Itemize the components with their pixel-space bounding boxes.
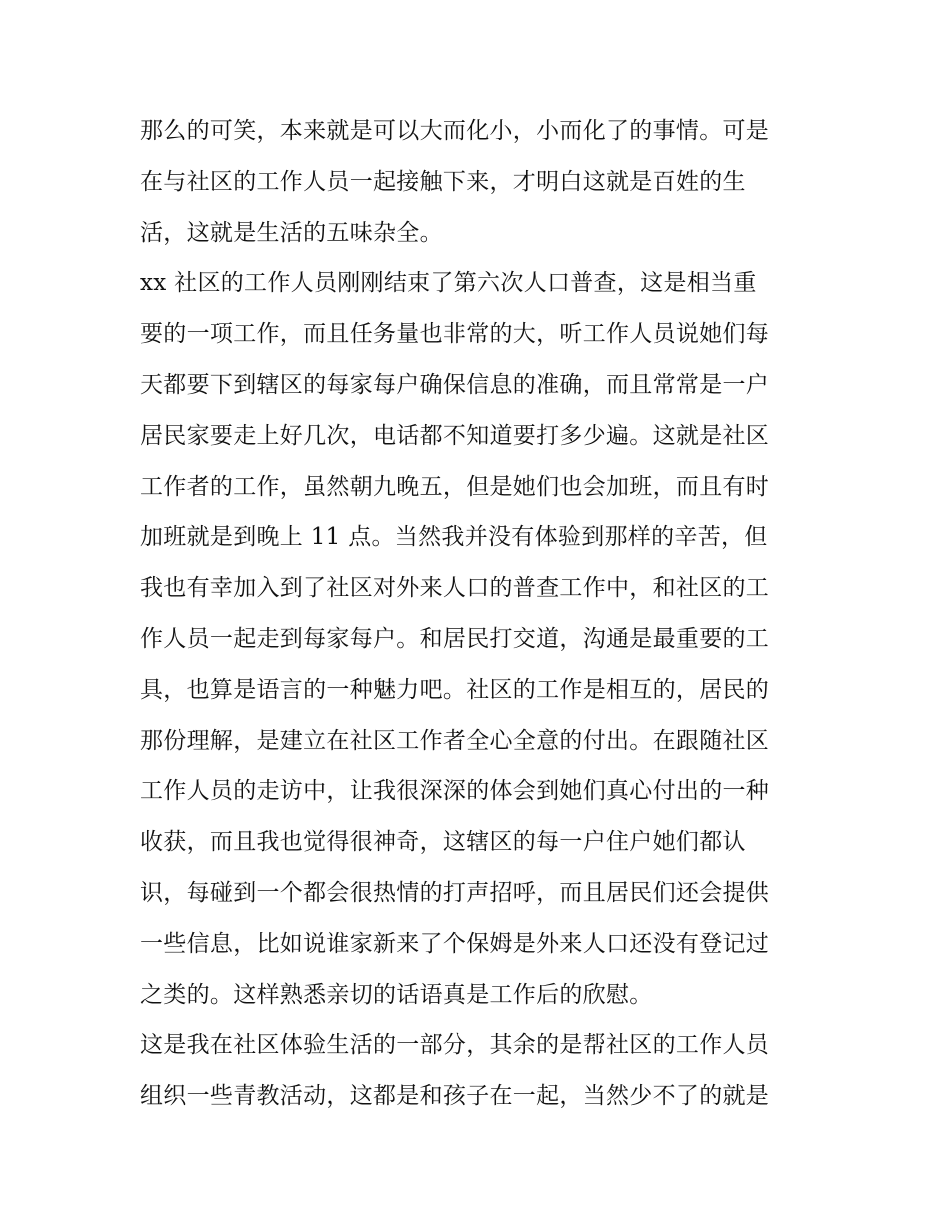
text-line: 组织一些青教活动，这都是和孩子在一起，当然少不了的就是 [140,1083,770,1110]
text-line: 居民家要走上好几次，电话都不知道要打多少遍。这就是社区 [140,422,770,449]
text-line: 识，每碰到一个都会很热情的打声招呼，而且居民们还会提供 [140,879,770,906]
text-line: 要的一项工作，而且任务量也非常的大，听工作人员说她们每 [140,321,770,348]
text-line: 天都要下到辖区的每家每户确保信息的准确，而且常常是一户 [140,371,770,398]
text-line: 一些信息，比如说谁家新来了个保姆是外来人口还没有登记过 [140,930,770,957]
text-line: 之类的。这样熟悉亲切的话语真是工作后的欣慰。 [140,981,653,1008]
text-line: 工作人员的走访中，让我很深深的体会到她们真心付出的一种 [140,778,770,805]
text-line: 我也有幸加入到了社区对外来人口的普查工作中，和社区的工 [140,575,770,602]
text-line: 在与社区的工作人员一起接触下来，才明白这就是百姓的生 [140,168,746,195]
text-line: 收获，而且我也觉得很神奇，这辖区的每一户住户她们都认 [140,829,746,856]
text-line: 工作者的工作，虽然朝九晚五，但是她们也会加班，而且有时 [140,473,770,500]
text-line: 作人员一起走到每家每户。和居民打交道，沟通是最重要的工 [140,625,770,652]
text-line: 活，这就是生活的五味杂全。 [140,219,443,246]
body-text [140,106,820,1122]
text-line: 具，也算是语言的一种魅力吧。社区的工作是相互的，居民的 [140,676,770,703]
text-line: xx 社区的工作人员刚刚结束了第六次人口普查，这是相当重 [140,270,757,297]
text-line: 这是我在社区体验生活的一部分，其余的是帮社区的工作人员 [140,1032,770,1059]
text-line: 加班就是到晚上 11 点。当然我并没有体验到那样的辛苦，但 [140,524,768,551]
text-line: 那份理解，是建立在社区工作者全心全意的付出。在跟随社区 [140,727,770,754]
text-line: 那么的可笑，本来就是可以大而化小，小而化了的事情。可是 [140,118,770,144]
